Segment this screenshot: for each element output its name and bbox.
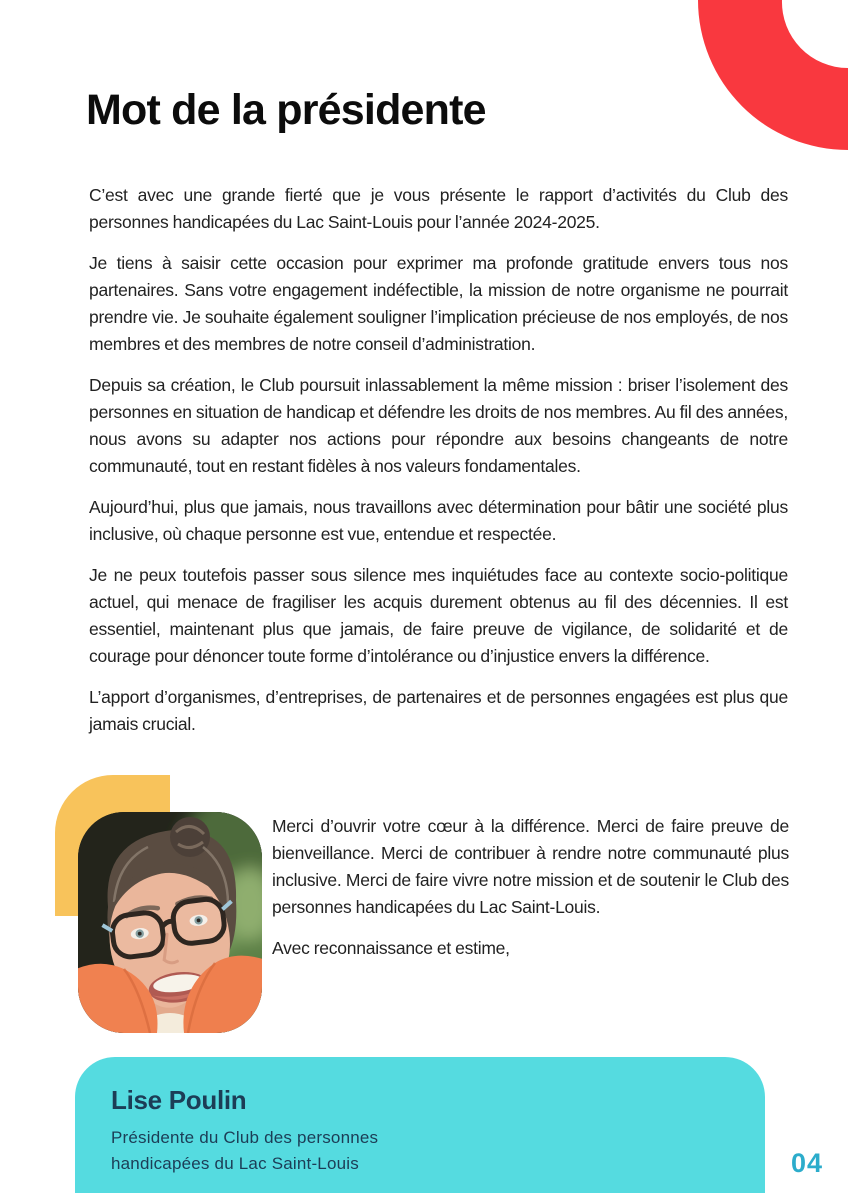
page-title: Mot de la présidente <box>86 86 486 134</box>
aside-paragraph: Merci d’ouvrir votre cœur à la différence. Merci de faire preuve de bienveillance. Merci de contribuer à rendre notre communauté plus inclusive. Merci de faire vivre notre mission et de soutenir le Club des personnes handicapées du Lac Saint-Louis. <box>272 816 789 917</box>
body-paragraph: L’apport d’organismes, d’entreprises, de partenaires et de personnes engagées est plus que jamais crucial. <box>89 687 788 734</box>
president-role <box>111 1125 765 1177</box>
body-paragraph: Je ne peux toutefois passer sous silence mes inquiétudes face au contexte socio-politique actuel, qui menace de fragiliser les acquis durement obtenus au fil des décennies. Il est essentiel, maintenant plus que jamais, de faire preuve de vigilance, de solidarité et de courage pour dénoncer toute forme d’intolérance ou d’injustice envers la différence. <box>89 565 788 666</box>
president-role-line-1: Présidente du Club des personnes <box>111 1128 379 1147</box>
signature-card <box>75 1057 765 1193</box>
president-role-line-2: handicapées du Lac Saint-Louis <box>111 1154 359 1173</box>
aside-text <box>272 813 789 976</box>
closing-line: Avec reconnaissance et estime, <box>272 938 510 958</box>
president-name: Lise Poulin <box>111 1085 247 1115</box>
portrait-illustration <box>78 812 262 1033</box>
body-paragraph: C’est avec une grande fierté que je vous présente le rapport d’activités du Club des personnes handicapées du Lac Saint-Louis pour l’année 2024-2025. <box>89 185 788 232</box>
page-number: 04 <box>791 1148 824 1178</box>
president-photo <box>78 812 262 1033</box>
body-paragraph: Je tiens à saisir cette occasion pour exprimer ma profonde gratitude envers tous nos partenaires. Sans votre engagement indéfectible, la mission de notre organisme ne pourrait prendre vie. Je souhaite également souligner l’implication précieuse de nos employés, de nos membres et des membres de notre conseil d’administration. <box>89 253 788 354</box>
body-paragraph: Depuis sa création, le Club poursuit inlassablement la même mission : briser l’isolement des personnes en situation de handicap et défendre les droits de nos membres. Au fil des années, nous avons su adapter nos actions pour répondre aux besoins changeants de notre communauté, tout en restant fidèles à nos valeurs fondamentales. <box>89 375 788 476</box>
corner-ring-shape <box>696 0 848 152</box>
body-paragraph: Aujourd’hui, plus que jamais, nous travaillons avec détermination pour bâtir une société plus inclusive, où chaque personne est vue, entendue et respectée. <box>89 497 788 544</box>
body-text <box>89 182 788 752</box>
